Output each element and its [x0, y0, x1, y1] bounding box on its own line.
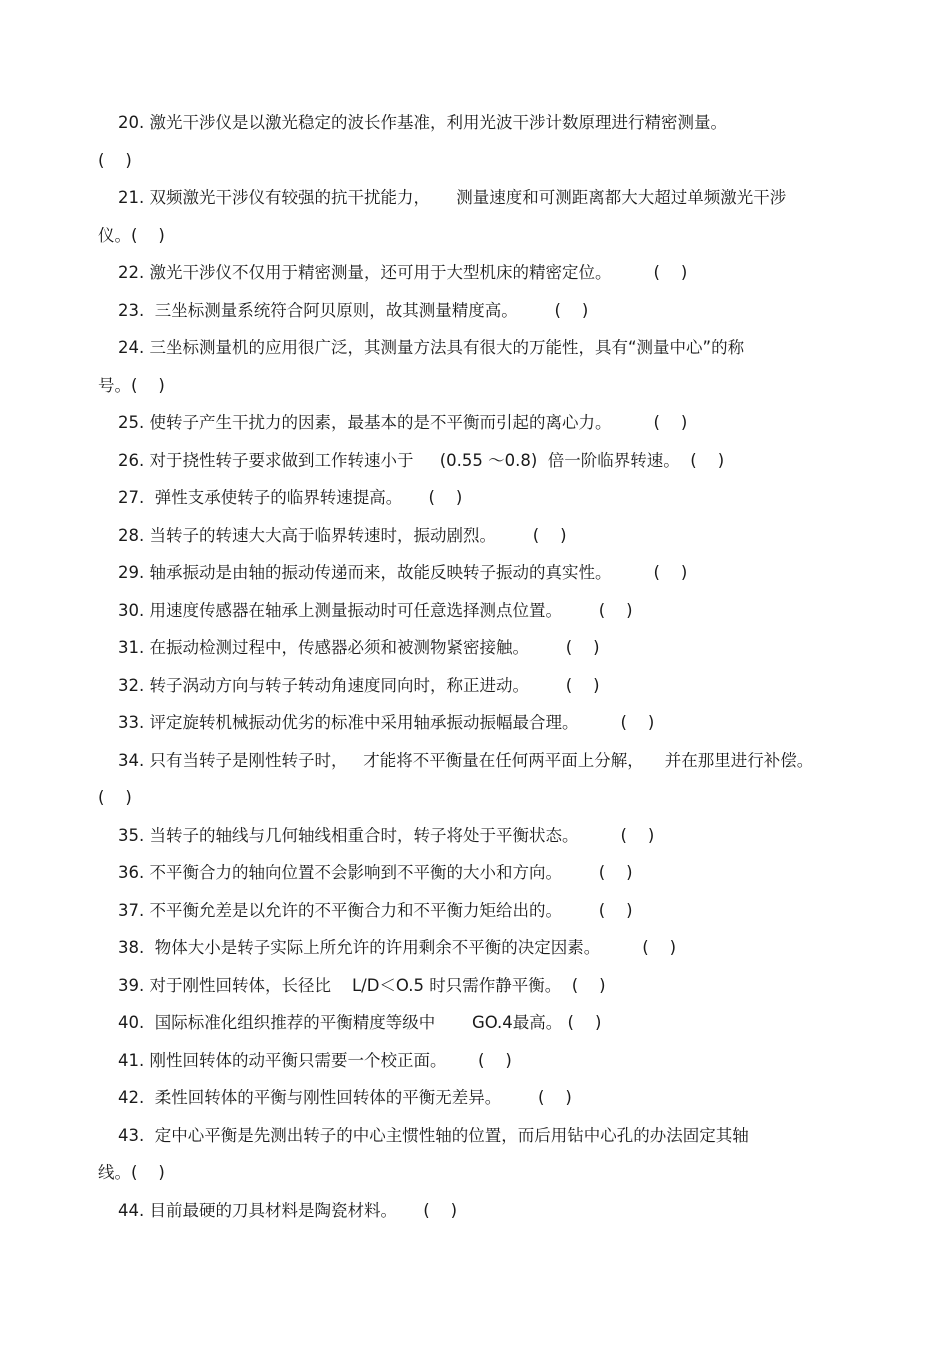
- question-continuation: ( ): [98, 788, 132, 807]
- question-item: [98, 667, 858, 705]
- question-item: [98, 967, 858, 1005]
- question-text: 44. 目前最硬的刀具材料是陶瓷材料。 ( ): [118, 1200, 458, 1220]
- question-text: 42. 柔性回转体的平衡与刚性回转体的平衡无差异。 ( ): [118, 1088, 572, 1107]
- question-continuation: 仪。( ): [98, 225, 165, 245]
- question-item: [98, 629, 858, 667]
- question-item: [98, 479, 858, 517]
- question-item: [98, 254, 858, 292]
- question-item: [98, 929, 858, 967]
- question-text: 27. 弹性支承使转子的临界转速提高。 ( ): [118, 488, 463, 507]
- question-item: [98, 817, 858, 855]
- question-text: 20. 激光干涉仪是以激光稳定的波长作基准，利用光波干涉计数原理进行精密测量。: [118, 113, 727, 132]
- question-item: [98, 292, 858, 330]
- question-text: 39. 对于刚性回转体，长径比 L/D＜O.5 时只需作静平衡。 ( ): [118, 975, 606, 995]
- question-item: [98, 854, 858, 892]
- question-text: 33. 评定旋转机械振动优劣的标准中采用轴承振动振幅最合理。 ( ): [118, 713, 655, 732]
- question-item: [98, 404, 858, 442]
- question-text: 25. 使转子产生干扰力的因素，最基本的是不平衡而引起的离心力。 ( ): [118, 413, 688, 432]
- question-item: [98, 892, 858, 930]
- question-item: [98, 179, 858, 254]
- question-text: 31. 在振动检测过程中，传感器必须和被测物紧密接触。 ( ): [118, 638, 600, 657]
- question-text: 37. 不平衡允差是以允许的不平衡合力和不平衡力矩给出的。 ( ): [118, 900, 633, 920]
- question-text: 43. 定中心平衡是先测出转子的中心主惯性轴的位置，而后用钻中心孔的办法固定其轴: [118, 1125, 749, 1145]
- question-list: [98, 104, 858, 1229]
- question-text: 34. 只有当转子是刚性转子时， 才能将不平衡量在任何两平面上分解， 并在那里进行补偿。: [118, 750, 814, 770]
- question-text: 38. 物体大小是转子实际上所允许的许用剩余不平衡的决定因素。 ( ): [118, 938, 677, 957]
- question-text: 21. 双频激光干涉仪有较强的抗干扰能力， 测量速度和可测距离都大大超过单频激光干涉: [118, 188, 787, 207]
- question-item: [98, 1079, 858, 1117]
- question-text: 30. 用速度传感器在轴承上测量振动时可任意选择测点位置。 ( ): [118, 600, 633, 620]
- question-text: 23. 三坐标测量系统符合阿贝原则，故其测量精度高。 ( ): [118, 300, 589, 320]
- question-item: [98, 742, 858, 817]
- question-continuation: 号。( ): [98, 375, 165, 395]
- question-item: [98, 554, 858, 592]
- question-item: [98, 517, 858, 555]
- question-item: [98, 1192, 858, 1230]
- question-item: [98, 104, 858, 179]
- question-text: 28. 当转子的转速大大高于临界转速时，振动剧烈。 ( ): [118, 525, 567, 545]
- question-text: 24. 三坐标测量机的应用很广泛，其测量方法具有很大的万能性，具有“测量中心”的称: [118, 338, 745, 357]
- question-item: [98, 1117, 858, 1192]
- question-text: 36. 不平衡合力的轴向位置不会影响到不平衡的大小和方向。 ( ): [118, 863, 633, 882]
- question-text: 29. 轴承振动是由轴的振动传递而来，故能反映转子振动的真实性。 ( ): [118, 563, 688, 582]
- question-text: 40. 国际标准化组织推荐的平衡精度等级中 GO.4最高。 ( ): [118, 1013, 602, 1032]
- question-text: 22. 激光干涉仪不仅用于精密测量，还可用于大型机床的精密定位。 ( ): [118, 263, 688, 282]
- question-continuation: 线。( ): [98, 1163, 165, 1182]
- question-text: 26. 对于挠性转子要求做到工作转速小于 (0.55 ～0.8) 倍一阶临界转速。 ( ): [118, 450, 725, 470]
- question-text: 35. 当转子的轴线与几何轴线相重合时，转子将处于平衡状态。 ( ): [118, 825, 655, 845]
- question-item: [98, 592, 858, 630]
- question-text: 32. 转子涡动方向与转子转动角速度同向时，称正进动。 ( ): [118, 675, 600, 695]
- question-item: [98, 329, 858, 404]
- question-item: [98, 1042, 858, 1080]
- question-continuation: ( ): [98, 150, 132, 170]
- question-item: [98, 442, 858, 480]
- question-text: 41. 刚性回转体的动平衡只需要一个校正面。 ( ): [118, 1050, 512, 1070]
- question-item: [98, 1004, 858, 1042]
- question-item: [98, 704, 858, 742]
